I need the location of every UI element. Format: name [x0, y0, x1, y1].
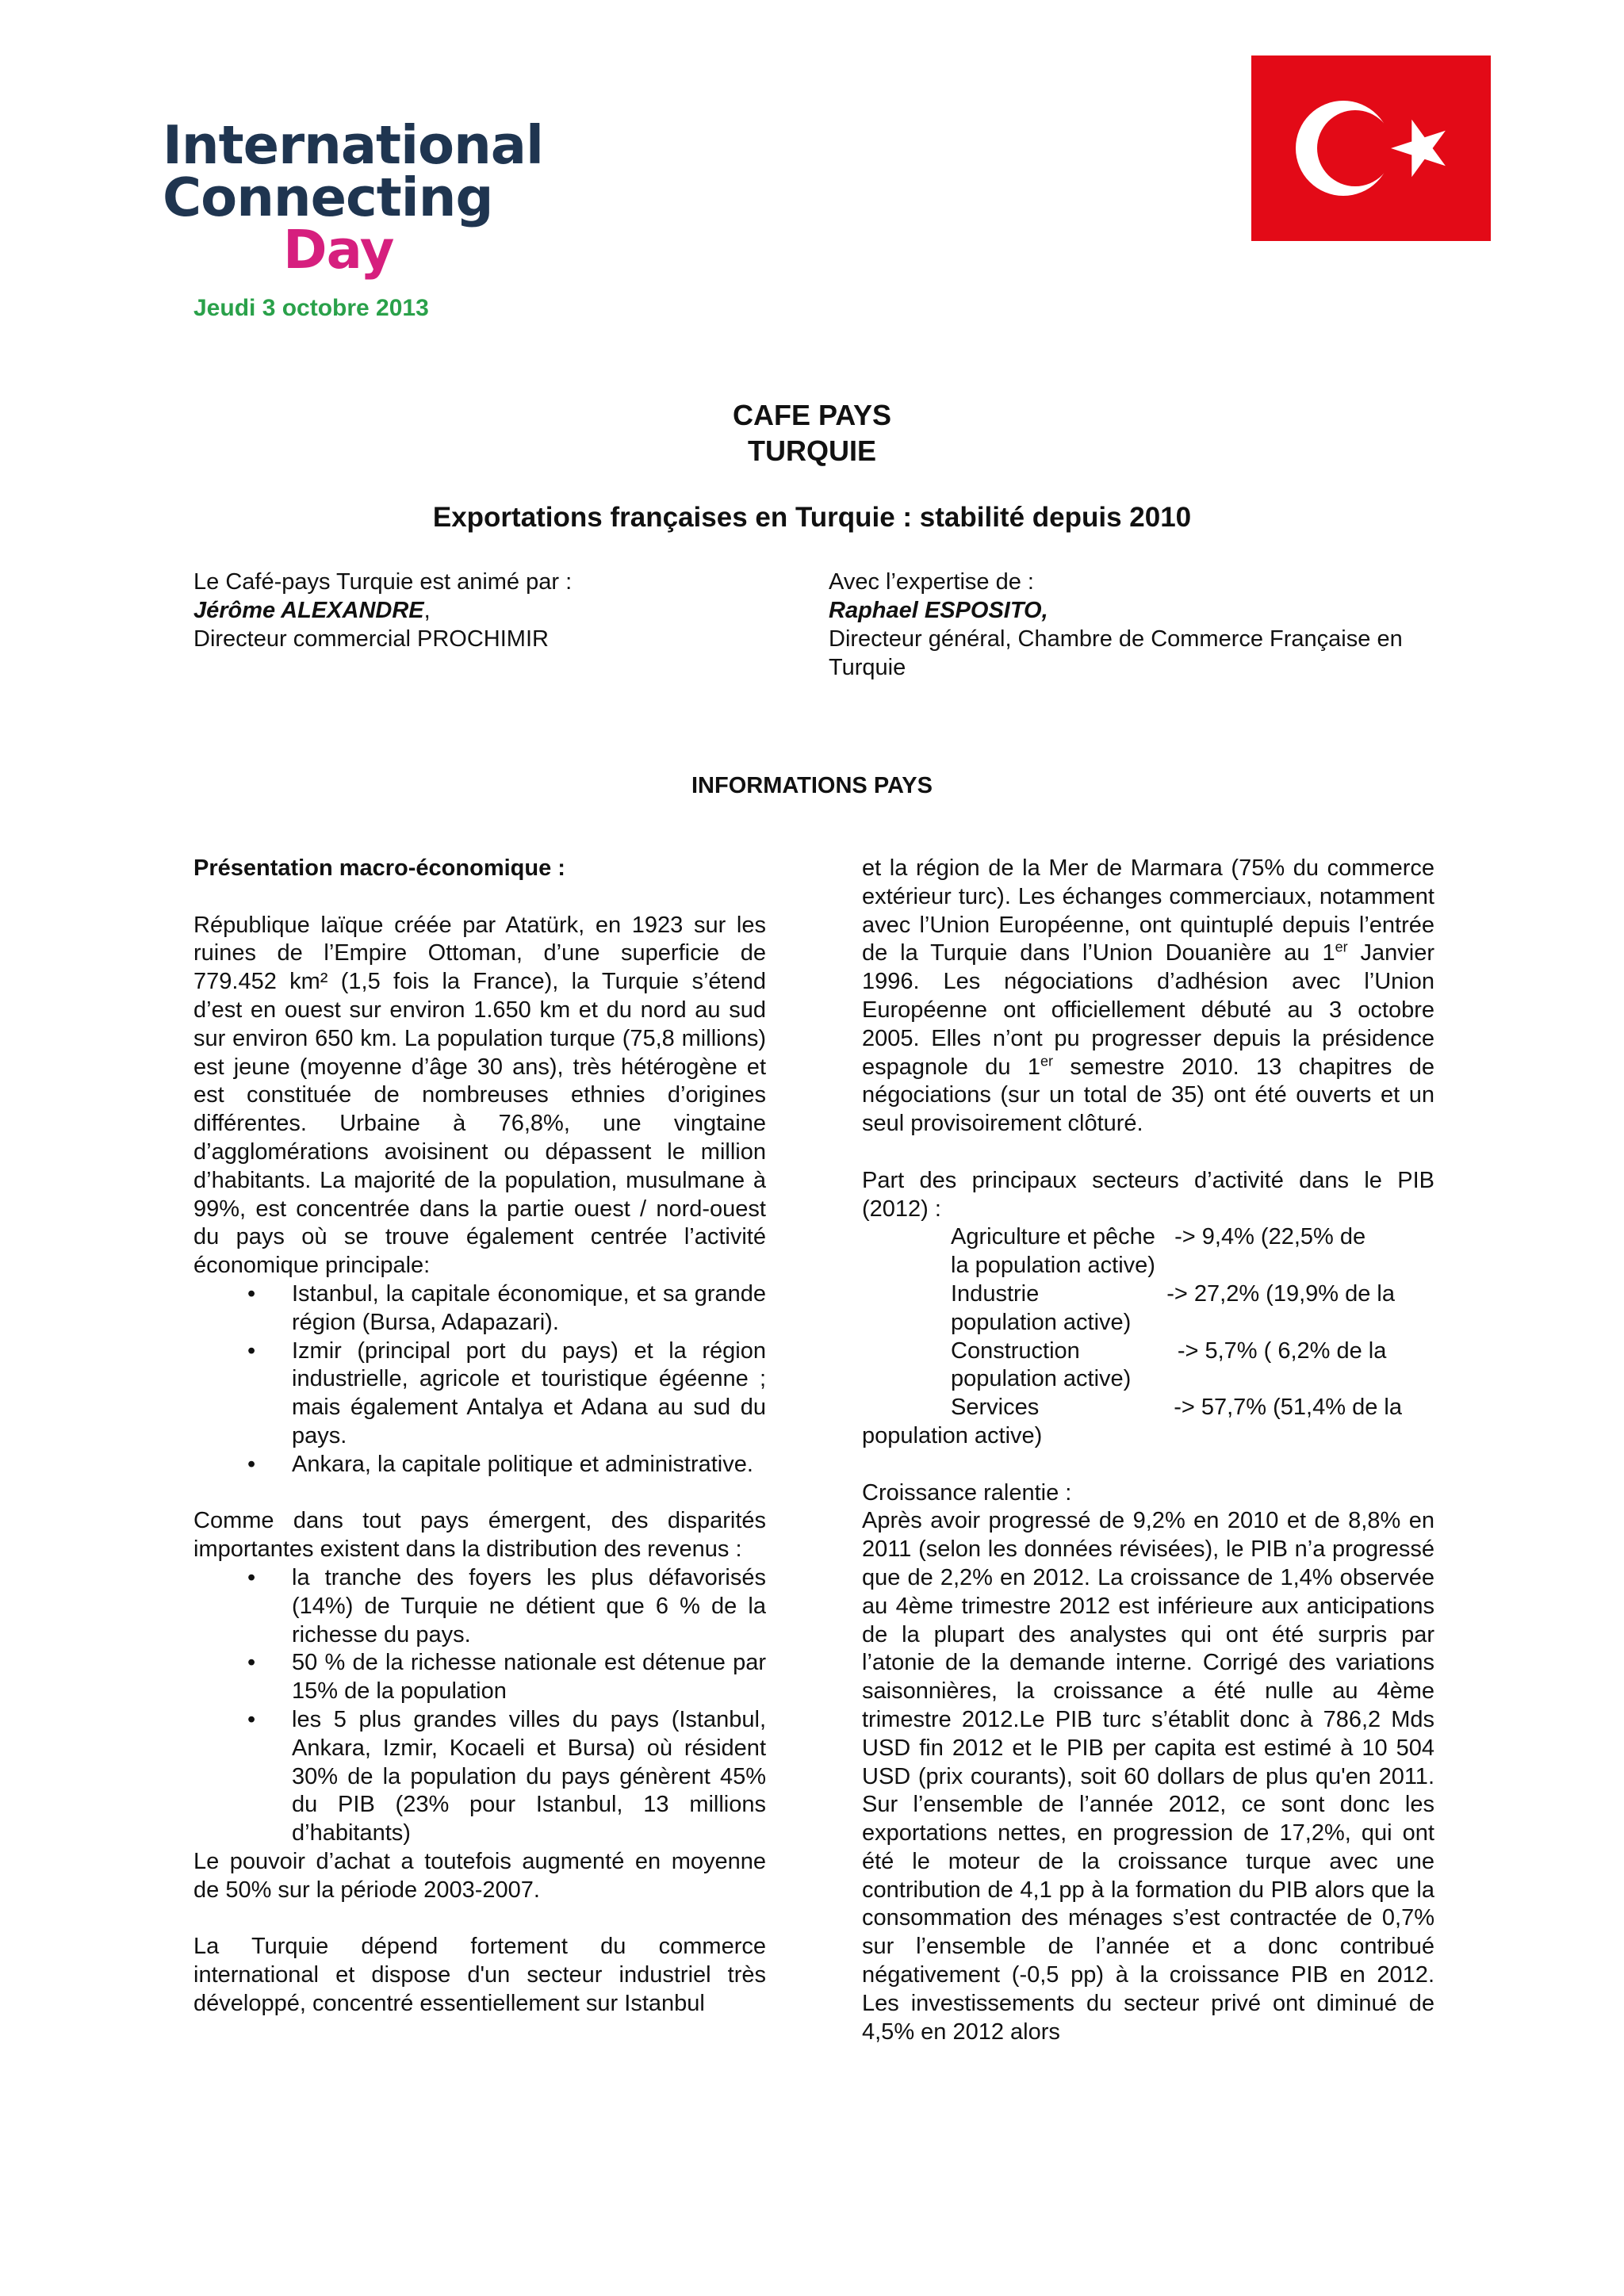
logo-line-international: International — [163, 114, 543, 176]
sector-services-cont: population active) — [862, 1422, 1043, 1448]
list-item: • 50 % de la richesse nationale est détenue par 15% de la population — [247, 1650, 766, 1705]
macro-intro-paragraph: République laïque créée par Atatürk, en 1923 sur les ruines de l’Empire Ottoman, d’une superficie de 779.452 km² (1,5 fois la France), la Turquie s’étend d’est en ouest sur environ 1.650 km et du nord au sud sur environ 650 km. La population turque (75,8 millions) est jeune (moyenne d’âge 30 ans), très hétérogène et est constituée de nombreuses ethnies d’origines différentes. Urbaine à 76,8%, une vingtaine d’agglomérations avoisinent ou dépassent le million d’habitants. La majorité de la population, musulmane à 99%, est concentrée dans la partie ouest / nord-ouest du pays où se trouve également centrée l’activité économique principale: — [193, 912, 766, 1279]
bullet-icon: • — [247, 1706, 256, 1732]
host-left: Le Café-pays Turquie est animé par : Jérôme ALEXANDRE, Directeur commercial PROCHIMIR — [193, 568, 796, 653]
host-right-name: Raphael ESPOSITO, — [829, 598, 1048, 623]
sectors-list — [862, 1223, 1434, 1450]
regions-list — [193, 1280, 766, 1479]
growth-paragraph: Après avoir progressé de 9,2% en 2010 et de 8,8% en 2011 (selon les données révisées), le PIB n’a progressé que de 2,2% en 2012. La croissance de 1,4% observée au 4ème trimestre 2012 est inférieure aux anticipations de la plupart des analystes qui ont été surpris par l’atonie de la demande interne. Corrigé des variations saisonnières, la croissance a été nulle au 4ème trimestre 2012.Le PIB turc s’établit donc à 786,2 Mds USD fin 2012 et le PIB per capita est estimé à 10 504 USD (prix courants), soit 60 dollars de plus qu'en 2011. Sur l’ensemble de l’année 2012, ce sont donc les exportations nettes, en progression de 17,2%, qui ont été le moteur de la croissance turque avec une contribution de 4,1 pp à la formation du PIB alors que la consommation des ménages s’est contractée de 0,7% sur l’ensemble de l’année et a donc contribué négativement (-0,5 pp) à la croissance PIB en 2012. Les investissements du secteur privé ont diminué de 4,5% en 2012 alors — [862, 1508, 1434, 2045]
host-right-role: Directeur général, Chambre de Commerce Française en Turquie — [829, 626, 1403, 680]
logo-line-day: Day — [283, 219, 394, 281]
right-column — [862, 855, 1434, 2046]
flag-crescent-inner — [1317, 110, 1393, 186]
list-item: • Ankara, la capitale politique et administrative. — [193, 1451, 766, 1479]
disparities-intro: Comme dans tout pays émergent, des disparités importantes existent dans la distribution des revenus : — [193, 1508, 766, 1563]
sector-services: Services -> 57,7% (51,4% de la — [951, 1395, 1402, 1421]
left-column — [193, 855, 766, 2019]
title-line-2: TURQUIE — [748, 434, 876, 467]
macro-heading: Présentation macro-économique : — [193, 855, 565, 881]
document-subtitle: Exportations françaises en Turquie : stabilité depuis 2010 — [432, 502, 1192, 533]
sector-agriculture: Agriculture et pêche -> 9,4% (22,5% de — [951, 1224, 1366, 1250]
host-left-name: Jérôme ALEXANDRE — [193, 598, 424, 623]
list-item: • Izmir (principal port du pays) et la région industrielle, agricole et touristique égéenne ; mais également Antalya et Adana au sud du pays. — [247, 1337, 766, 1448]
turkey-flag-icon — [1251, 55, 1491, 241]
purchasing-power-paragraph: Le pouvoir d’achat a toutefois augmenté en moyenne de 50% sur la période 2003-2007. — [193, 1848, 766, 1903]
host-right-intro: Avec l’expertise de : — [829, 569, 1034, 595]
trade-continuation-paragraph: et la région de la Mer de Marmara (75% du commerce extérieur turc). Les échanges commerciaux, notamment avec l’Union Européenne, ont quintuplé depuis l’entrée de la Turquie dans l’Union Douanière au 1er Janvier 1996. Les négociations d’adhésion avec l’Union Européenne ont officiellement débuté au 3 octobre 2005. Elles n’ont pu progresser depuis la présidence espagnole du 1er semestre 2010. 13 chapitres de négociations (sur un total de 35) ont été ouverts et un seul provisoirement clôturé. — [862, 855, 1434, 1137]
section-title: INFORMATIONS PAYS — [691, 773, 933, 798]
sector-agriculture-cont: la population active) — [951, 1253, 1155, 1279]
bullet-icon: • — [247, 1337, 256, 1364]
list-item: • la tranche des foyers les plus défavorisés (14%) de Turquie ne détient que 6 % de la richesse du pays. — [247, 1564, 766, 1647]
sector-construction: Construction -> 5,7% ( 6,2% de la — [951, 1337, 1387, 1364]
logo-line-connecting: Connecting — [163, 166, 493, 228]
sectors-intro: Part des principaux secteurs d’activité dans le PIB (2012) : — [862, 1167, 1434, 1222]
growth-heading: Croissance ralentie : — [862, 1479, 1072, 1506]
event-logo — [163, 114, 543, 281]
title-line-1: CAFE PAYS — [732, 399, 892, 431]
host-left-intro: Le Café-pays Turquie est animé par : — [193, 569, 573, 595]
host-left-role: Directeur commercial PROCHIMIR — [193, 626, 549, 652]
host-right — [829, 568, 1431, 682]
trade-paragraph: La Turquie dépend fortement du commerce international et dispose d'un secteur industriel très développé, concentré essentiellement sur Istanbul — [193, 1934, 766, 2016]
sector-industry: Industrie -> 27,2% (19,9% de la — [951, 1280, 1395, 1307]
disparities-list — [193, 1564, 766, 1848]
bullet-icon: • — [247, 1280, 256, 1307]
list-item: • Istanbul, la capitale économique, et sa grande région (Bursa, Adapazari). — [247, 1280, 766, 1335]
sector-industry-cont: population active) — [951, 1309, 1132, 1335]
sector-construction-cont: population active) — [951, 1366, 1132, 1392]
event-date: Jeudi 3 octobre 2013 — [193, 295, 429, 321]
bullet-icon: • — [247, 1451, 256, 1477]
bullet-icon: • — [247, 1564, 256, 1590]
bullet-icon: • — [247, 1650, 256, 1676]
list-item: • les 5 plus grandes villes du pays (Istanbul, Ankara, Izmir, Kocaeli et Bursa) où résident 30% de la population du pays génèrent 45% du PIB (23% pour Istanbul, 13 millions d’habitants) — [247, 1706, 766, 1846]
